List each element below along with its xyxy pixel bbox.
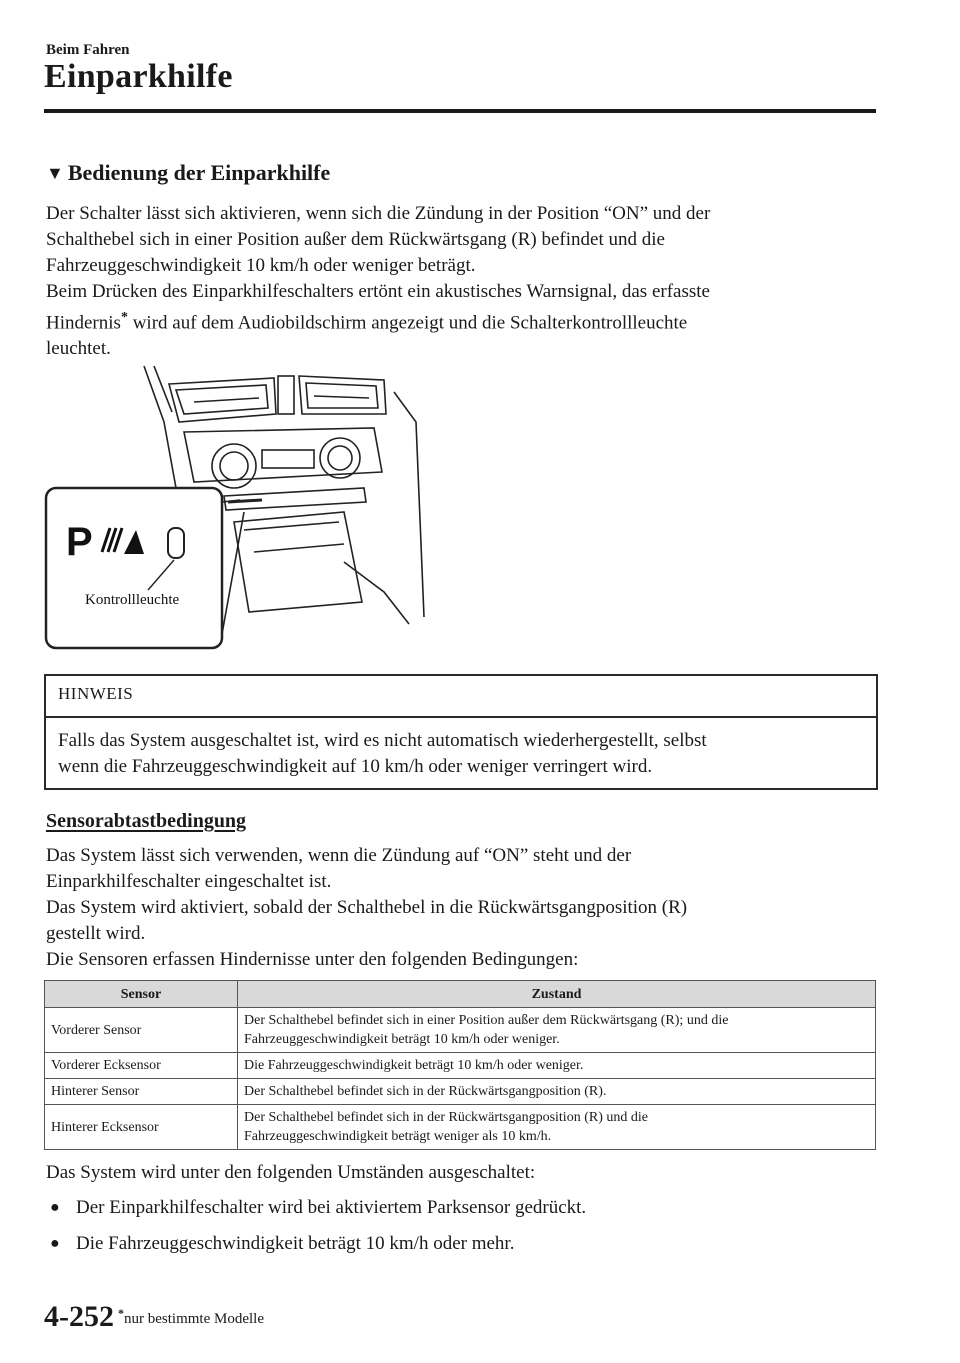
bullet-icon: ●: [50, 1235, 60, 1252]
condition-line: Fahrzeuggeschwindigkeit beträgt 10 km/h oder weniger.: [244, 1032, 560, 1047]
subsection-heading: Sensorabtastbedingung: [46, 810, 247, 832]
condition-cell: [238, 1008, 876, 1053]
sensor-line: gestellt wird.: [46, 923, 146, 944]
sensor-cell: Vorderer Sensor: [45, 1008, 238, 1053]
intro-line-part: wird auf dem Audiobildschirm angezeigt und die Schalterkontrollleuchte: [127, 312, 688, 334]
note-title: HINWEIS: [46, 676, 876, 718]
condition-line: Der Schalthebel befindet sich in der Rückwärtsgangposition (R) und die: [244, 1110, 648, 1125]
table-row: [45, 1105, 876, 1150]
intro-paragraph: [46, 201, 876, 362]
list-item: [46, 1195, 876, 1221]
shutdown-intro: Das System wird unter den folgenden Umständen ausgeschaltet:: [46, 1162, 536, 1183]
model-asterisk: *: [120, 310, 128, 325]
intro-line: Schalthebel sich in einer Position außer dem Rückwärtsgang (R) befindet und die: [46, 229, 665, 250]
footnote-asterisk: *: [118, 1306, 124, 1320]
table-row: [45, 1053, 876, 1079]
sensor-cell: Hinterer Sensor: [45, 1079, 238, 1105]
console-illustration: [44, 362, 440, 652]
condition-line: Die Fahrzeuggeschwindigkeit beträgt 10 km/h oder weniger.: [244, 1058, 584, 1073]
condition-cell: [238, 1105, 876, 1150]
sensor-line: Das System lässt sich verwenden, wenn die Zündung auf “ON” steht und der: [46, 845, 632, 866]
intro-line: Fahrzeuggeschwindigkeit 10 km/h oder weniger beträgt.: [46, 255, 476, 276]
switch-letter: P: [66, 520, 93, 564]
note-box: [44, 674, 878, 790]
condition-line: Der Schalthebel befindet sich in der Rückwärtsgangposition (R).: [244, 1084, 607, 1099]
table-header-row: [45, 981, 876, 1008]
note-line: Falls das System ausgeschaltet ist, wird es nicht automatisch wiederhergestellt, selbst: [58, 730, 707, 751]
list-item: [46, 1231, 876, 1257]
sensor-conditions-table: [44, 980, 876, 1150]
footnote-text: nur bestimmte Modelle: [124, 1311, 264, 1327]
sensor-cell: Vorderer Ecksensor: [45, 1053, 238, 1079]
console-drawing: [44, 362, 440, 652]
footnote: [118, 1306, 264, 1328]
chapter-kicker: Beim Fahren: [46, 42, 130, 58]
section-heading-text: Bedienung der Einparkhilfe: [67, 160, 331, 185]
callout-label: Kontrollleuchte: [85, 592, 180, 608]
table-row: [45, 1008, 876, 1053]
sensor-paragraph: [46, 843, 876, 973]
note-line: wenn die Fahrzeuggeschwindigkeit auf 10 km/h oder weniger verringert wird.: [58, 756, 653, 777]
sensor-line: Die Sensoren erfassen Hindernisse unter den folgenden Bedingungen:: [46, 949, 579, 970]
condition-cell: [238, 1053, 876, 1079]
sensor-line: Das System wird aktiviert, sobald der Schalthebel in die Rückwärtsgangposition (R): [46, 897, 688, 918]
sensor-line: Einparkhilfeschalter eingeschaltet ist.: [46, 871, 332, 892]
triangle-down-icon: ▼: [46, 162, 64, 183]
intro-line-part: Hindernis: [46, 312, 121, 334]
list-item-text: Die Fahrzeuggeschwindigkeit beträgt 10 km/h oder mehr.: [76, 1233, 515, 1254]
condition-line: Der Schalthebel befindet sich in einer Position außer dem Rückwärtsgang (R); und die: [244, 1013, 729, 1028]
intro-line: Der Schalter lässt sich aktivieren, wenn sich die Zündung in der Position “ON” und der: [46, 203, 711, 224]
column-header-sensor: Sensor: [45, 981, 238, 1008]
note-body: [46, 718, 876, 788]
column-header-condition: Zustand: [238, 981, 876, 1008]
table-row: [45, 1079, 876, 1105]
intro-line: [46, 305, 876, 336]
condition-cell: [238, 1079, 876, 1105]
intro-line: Beim Drücken des Einparkhilfeschalters ertönt ein akustisches Warnsignal, das erfasste: [46, 281, 710, 302]
shutdown-conditions-list: [46, 1195, 876, 1267]
page-title: Einparkhilfe: [44, 58, 233, 95]
intro-line: leuchtet.: [46, 338, 111, 360]
condition-line: Fahrzeuggeschwindigkeit beträgt weniger als 10 km/h.: [244, 1129, 552, 1144]
list-item-text: Der Einparkhilfeschalter wird bei aktiviertem Parksensor gedrückt.: [76, 1197, 587, 1218]
section-heading: [46, 160, 330, 186]
header-divider: [44, 109, 876, 113]
page-number: 4-252: [44, 1300, 114, 1333]
sensor-cell: Hinterer Ecksensor: [45, 1105, 238, 1150]
bullet-icon: ●: [50, 1199, 60, 1216]
